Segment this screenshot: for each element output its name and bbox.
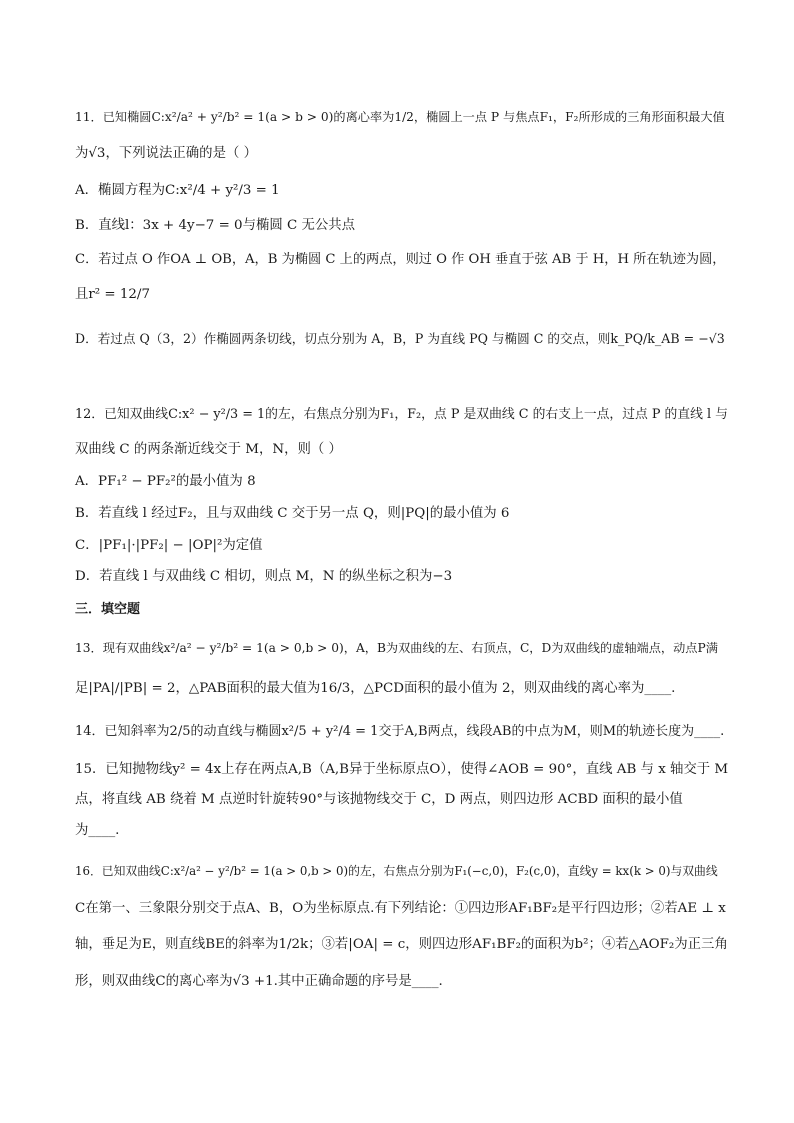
q11-option-b: B．直线l：3x + 4y−7 = 0与椭圆 C 无公共点 [75,218,356,233]
q15-line-1: 15．已知抛物线y² = 4x上存在两点A,B（A,B异于坐标原点O），使得∠AOB = 90°，直线 AB 与 x 轴交于 M [75,762,729,777]
q12-stem-line-1: 12．已知双曲线C:x² − y²/3 = 1的左，右焦点分别为F₁，F₂，点 P 是双曲线 C 的右支上一点，过点 P 的直线 l 与 [75,407,728,422]
q11-option-c-line-1: C．若过点 O 作OA ⊥ OB，A，B 为椭圆 C 上的两点，则过 O 作 OH 垂直于弦 AB 于 H，H 所在轨迹为圆， [75,252,726,267]
q14-line-1: 14．已知斜率为2/5的动直线与椭圆x²/5 + y²/4 = 1交于A,B两点，线段AB的中点为M，则M的轨迹长度为____. [75,724,725,739]
q11-stem-line-1: 11．已知椭圆C:x²/a² + y²/b² = 1(a > b > 0)的离心率为1/2，椭圆上一点 P 与焦点F₁，F₂所形成的三角形面积最大值 [75,110,725,124]
q11-option-d: D．若过点 Q（3，2）作椭圆两条切线，切点分别为 A，B，P 为直线 PQ 与椭圆 C 的交点，则k_PQ/k_AB = −√3 [75,331,725,346]
q11-option-c-line-2: 且r² = 12/7 [75,287,150,302]
q16-line-3: 轴，垂足为E，则直线BE的斜率为1/2k；③若|OA| = c，则四边形AF₁BF₂的面积为b²；④若△AOF₂为正三角 [75,937,728,952]
section-title: 三．填空题 [75,602,141,617]
q16-line-4: 形，则双曲线C的离心率为√3 +1.其中正确命题的序号是____. [75,974,443,989]
q16-line-1: 16．已知双曲线C:x²/a² − y²/b² = 1(a > 0,b > 0)的左，右焦点分别为F₁(−c,0)，F₂(c,0)，直线y = kx(k > 0)与双曲线 [75,864,718,878]
q13-line-1: 13．现有双曲线x²/a² − y²/b² = 1(a > 0,b > 0)，A，B为双曲线的左、右顶点，C，D为双曲线的虚轴端点，动点P满 [75,641,718,655]
q11-option-a: A．椭圆方程为C:x²/4 + y²/3 = 1 [75,183,280,198]
q13-line-2: 足|PA|/|PB| = 2，△PAB面积的最大值为16/3，△PCD面积的最小值为 2，则双曲线的离心率为____. [75,681,676,696]
q15-line-3: 为____. [75,823,120,838]
q12-option-d: D．若直线 l 与双曲线 C 相切，则点 M，N 的纵坐标之积为−3 [75,569,453,584]
q15-line-2: 点，将直线 AB 绕着 M 点逆时针旋转90°与该抛物线交于 C，D 两点，则四边形 ACBD 面积的最小值 [75,792,683,807]
q12-option-c: C．|PF₁|·|PF₂| − |OP|²为定值 [75,538,263,553]
q11-stem-line-2: 为√3，下列说法正确的是（ ） [75,146,257,161]
q12-stem-line-2: 双曲线 C 的两条渐近线交于 M，N，则（ ） [75,442,342,457]
q12-option-b: B．若直线 l 经过F₂，且与双曲线 C 交于另一点 Q，则|PQ|的最小值为 6 [75,506,510,521]
q16-line-2: C在第一、三象限分别交于点A、B，O为坐标原点.有下列结论：①四边形AF₁BF₂是平行四边形；②若AE ⊥ x [75,901,726,916]
q12-option-a: A．PF₁² − PF₂²的最小值为 8 [75,474,256,489]
